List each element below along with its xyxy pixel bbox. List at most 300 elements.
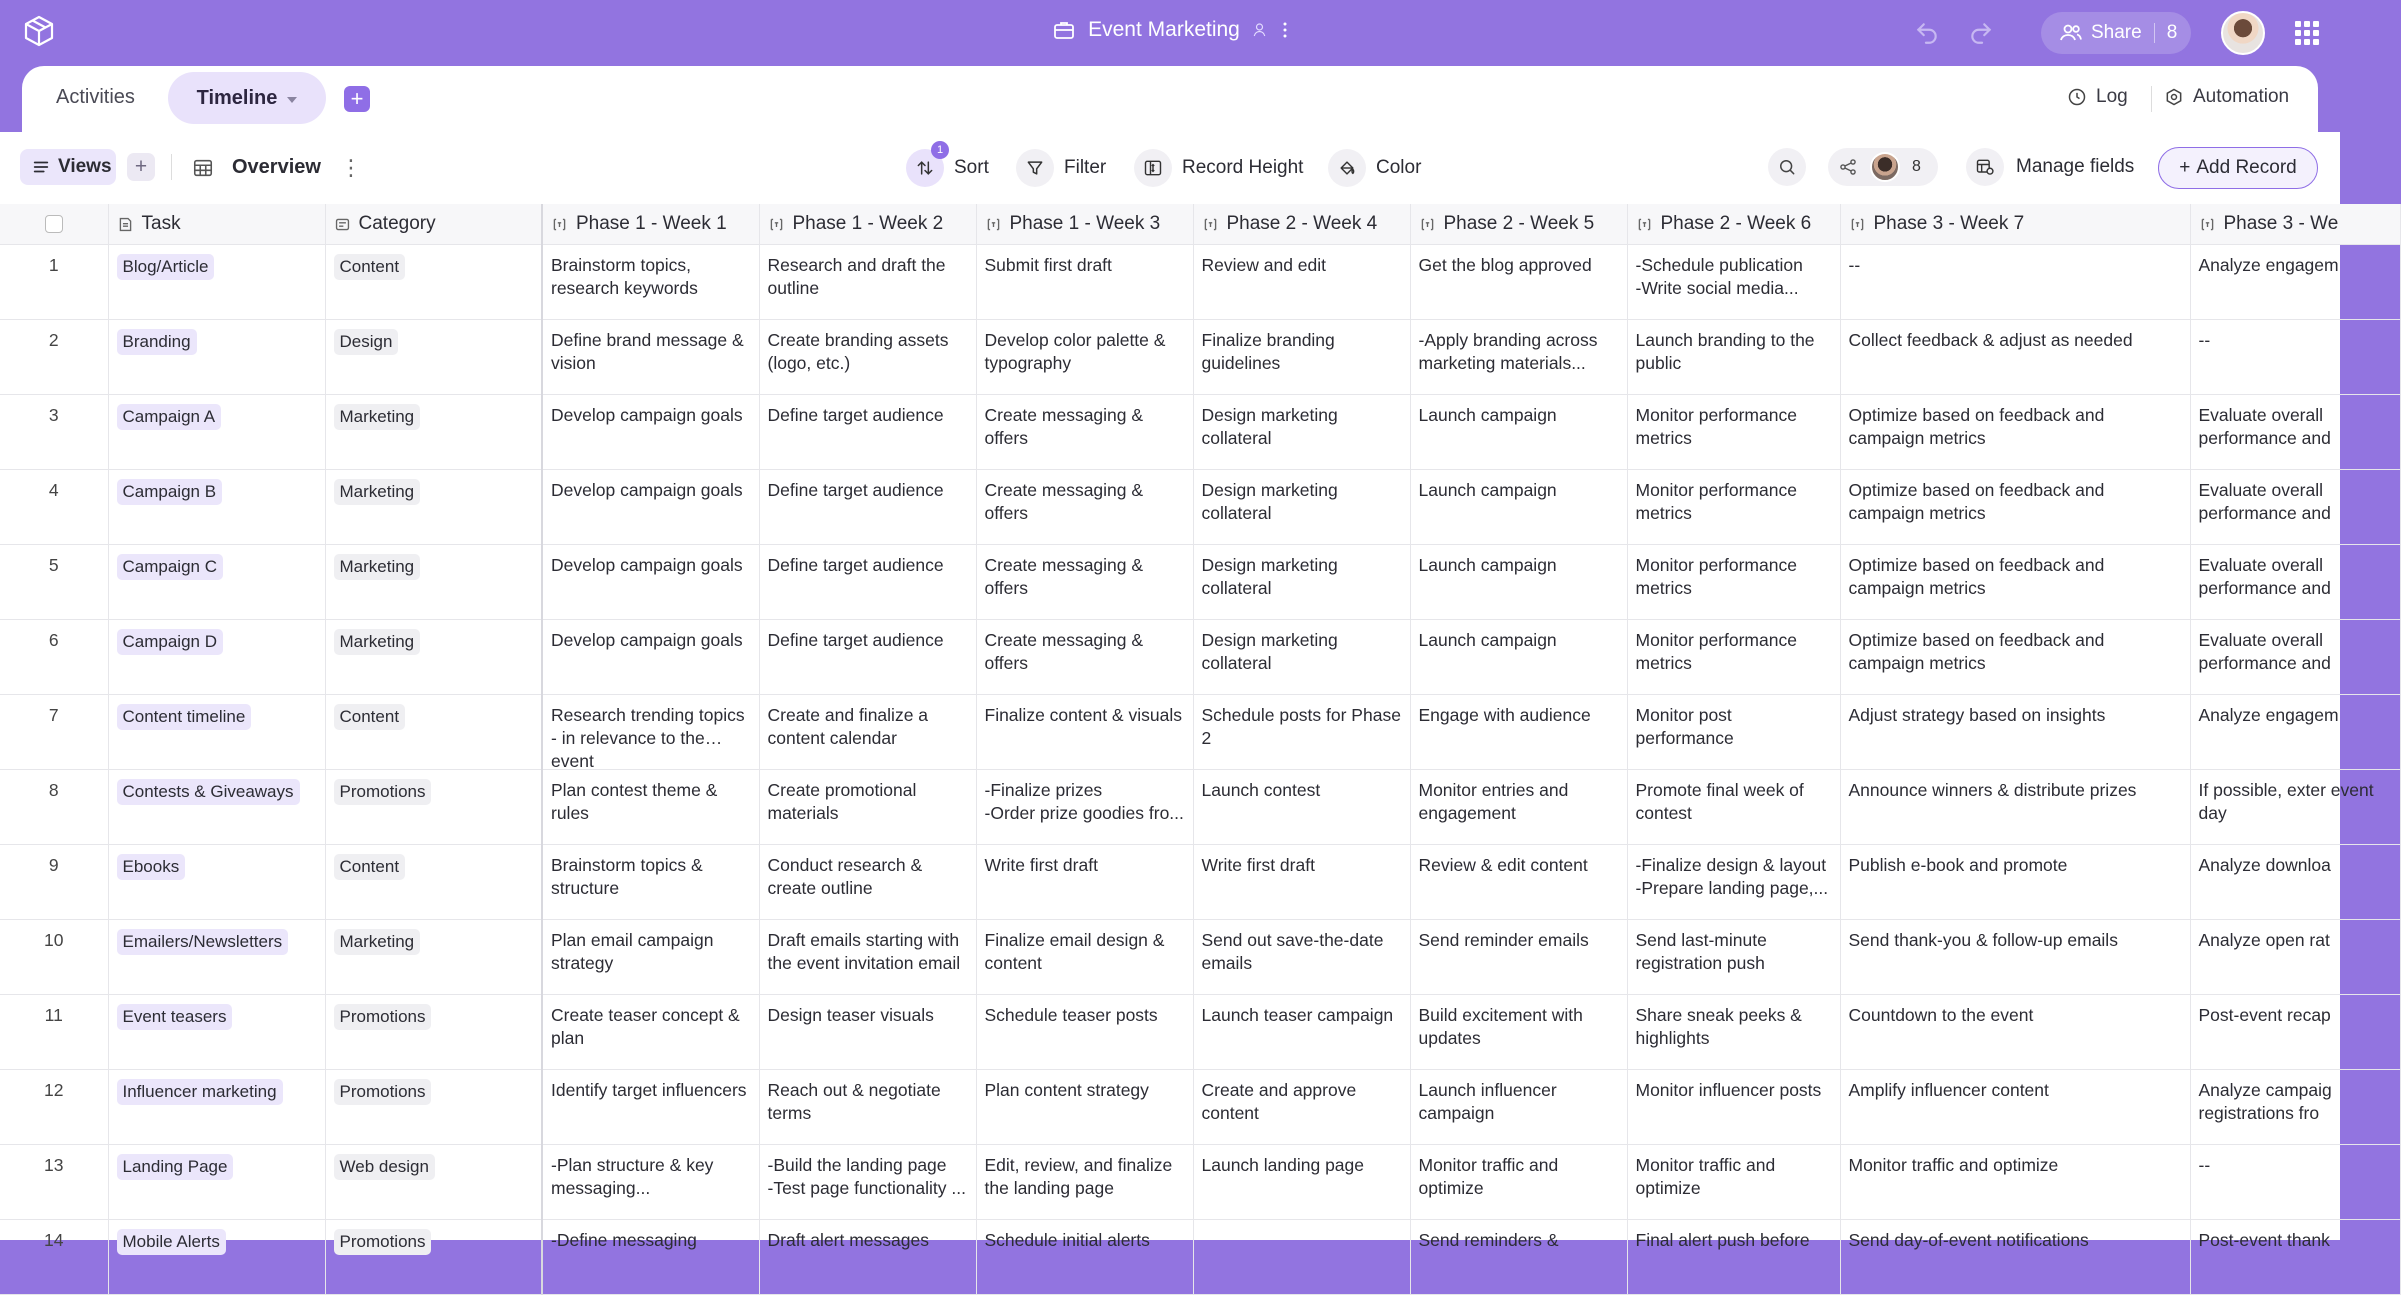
phase-cell[interactable] bbox=[2190, 244, 2400, 319]
phase-cell[interactable] bbox=[759, 844, 976, 919]
task-cell[interactable] bbox=[108, 1069, 325, 1144]
phase-cell[interactable] bbox=[1410, 769, 1627, 844]
task-cell[interactable] bbox=[108, 769, 325, 844]
undo-icon[interactable] bbox=[1914, 20, 1940, 46]
phase-cell[interactable] bbox=[542, 244, 759, 319]
task-cell[interactable] bbox=[108, 919, 325, 994]
phase-cell[interactable] bbox=[1410, 694, 1627, 769]
task-cell[interactable] bbox=[108, 394, 325, 469]
category-cell[interactable] bbox=[325, 1219, 542, 1294]
tab-activities[interactable]: Activities bbox=[56, 86, 135, 108]
row-number[interactable]: 4 bbox=[0, 469, 108, 544]
collaborators-pill[interactable] bbox=[1828, 148, 1938, 186]
row-number[interactable]: 7 bbox=[0, 694, 108, 769]
row-number[interactable]: 14 bbox=[0, 1219, 108, 1294]
phase-cell[interactable] bbox=[976, 394, 1193, 469]
filter-label: Filter bbox=[1064, 157, 1107, 178]
table-row[interactable] bbox=[0, 469, 2400, 544]
app-logo-icon[interactable] bbox=[22, 14, 56, 48]
cell-text: Review & edit content bbox=[1418, 854, 1588, 875]
phase-cell[interactable] bbox=[1627, 469, 1840, 544]
phase-cell[interactable] bbox=[976, 1219, 1193, 1294]
category-tag: Marketing bbox=[334, 929, 421, 955]
cell-text: -Build the landing page -Test page functionality ... bbox=[767, 1154, 966, 1198]
select-field-icon bbox=[334, 216, 351, 233]
cell-text: Design marketing collateral bbox=[1201, 404, 1338, 448]
cell-text: Monitor traffic and optimize bbox=[1418, 1154, 1559, 1198]
phase-cell[interactable] bbox=[759, 769, 976, 844]
phase-cell[interactable] bbox=[1840, 394, 2190, 469]
cell-text: Define target audience bbox=[767, 404, 944, 425]
column-header[interactable] bbox=[108, 204, 325, 244]
task-tag: Event teasers bbox=[117, 1004, 233, 1030]
category-tag: Marketing bbox=[334, 629, 421, 655]
task-cell[interactable] bbox=[108, 694, 325, 769]
phase-cell[interactable] bbox=[976, 919, 1193, 994]
sort-icon bbox=[915, 158, 935, 178]
header-row bbox=[0, 204, 2400, 244]
phase-cell[interactable] bbox=[542, 919, 759, 994]
table-row[interactable] bbox=[0, 1144, 2400, 1219]
share-button[interactable] bbox=[2041, 12, 2191, 54]
task-cell[interactable] bbox=[108, 1144, 325, 1219]
phase-cell[interactable] bbox=[1193, 619, 1410, 694]
column-header-label: Phase 2 - Week 5 bbox=[1443, 213, 1595, 234]
cell-text: Evaluate overall performance and bbox=[2198, 479, 2331, 523]
cell-text: Design marketing collateral bbox=[1201, 554, 1338, 598]
phase-cell[interactable] bbox=[1410, 469, 1627, 544]
table-row[interactable] bbox=[0, 319, 2400, 394]
phase-cell[interactable] bbox=[759, 919, 976, 994]
row-number[interactable]: 12 bbox=[0, 1069, 108, 1144]
select-all-header[interactable] bbox=[0, 204, 108, 244]
column-header[interactable] bbox=[759, 204, 976, 244]
task-cell[interactable] bbox=[108, 544, 325, 619]
phase-cell[interactable] bbox=[976, 544, 1193, 619]
phase-cell[interactable] bbox=[542, 469, 759, 544]
cell-text: Post-event recap bbox=[2198, 1004, 2331, 1025]
row-number[interactable]: 11 bbox=[0, 994, 108, 1069]
long-text-field-icon bbox=[985, 216, 1002, 233]
cell-text: Create messaging & offers bbox=[984, 404, 1144, 448]
phase-cell[interactable] bbox=[759, 469, 976, 544]
more-vertical-icon[interactable] bbox=[1282, 21, 1288, 39]
category-cell[interactable] bbox=[325, 1069, 542, 1144]
table-row[interactable] bbox=[0, 994, 2400, 1069]
cell-text: Create and approve content bbox=[1201, 1079, 1357, 1123]
color-button[interactable] bbox=[1328, 148, 1421, 188]
cell-text: Finalize branding guidelines bbox=[1201, 329, 1335, 373]
cell-text: Reach out & negotiate terms bbox=[767, 1079, 941, 1123]
task-tag: Mobile Alerts bbox=[117, 1229, 226, 1255]
phase-cell[interactable] bbox=[2190, 394, 2400, 469]
phase-cell[interactable] bbox=[542, 844, 759, 919]
phase-cell[interactable] bbox=[1193, 544, 1410, 619]
cell-text: Analyze engagem bbox=[2198, 254, 2339, 275]
cell-text: Analyze campaig registrations fro bbox=[2198, 1079, 2332, 1123]
column-header[interactable] bbox=[1627, 204, 1840, 244]
column-header[interactable] bbox=[2190, 204, 2400, 244]
phase-cell[interactable] bbox=[1627, 844, 1840, 919]
phase-cell[interactable] bbox=[759, 694, 976, 769]
row-number[interactable]: 1 bbox=[0, 244, 108, 319]
phase-cell[interactable] bbox=[1840, 994, 2190, 1069]
phase-cell[interactable] bbox=[1840, 769, 2190, 844]
phase-cell[interactable] bbox=[1410, 619, 1627, 694]
document-title[interactable]: Event Marketing bbox=[1088, 18, 1240, 41]
column-header-label: Phase 2 - Week 6 bbox=[1660, 213, 1812, 234]
phase-cell[interactable] bbox=[1410, 244, 1627, 319]
task-cell[interactable] bbox=[108, 244, 325, 319]
phase-cell[interactable] bbox=[2190, 619, 2400, 694]
cell-text: Evaluate overall performance and bbox=[2198, 404, 2331, 448]
phase-cell[interactable] bbox=[1410, 994, 1627, 1069]
phase-cell[interactable] bbox=[976, 994, 1193, 1069]
cell-text: Develop campaign goals bbox=[551, 629, 743, 650]
cell-text: Send day-of-event notifications bbox=[1848, 1229, 2089, 1250]
category-tag: Content bbox=[334, 854, 406, 880]
phase-cell[interactable] bbox=[542, 994, 759, 1069]
phase-cell[interactable] bbox=[1410, 1144, 1627, 1219]
select-all-checkbox[interactable] bbox=[45, 215, 63, 233]
phase-cell[interactable] bbox=[1627, 319, 1840, 394]
phase-cell[interactable] bbox=[542, 544, 759, 619]
phase-cell[interactable] bbox=[1410, 919, 1627, 994]
column-header-label: Phase 1 - Week 1 bbox=[576, 213, 727, 234]
sort-button[interactable] bbox=[906, 144, 989, 188]
top-bar bbox=[0, 0, 2340, 66]
cell-text: Launch influencer campaign bbox=[1418, 1079, 1557, 1123]
category-cell[interactable] bbox=[325, 544, 542, 619]
redo-icon[interactable] bbox=[1968, 20, 1994, 46]
phase-cell[interactable] bbox=[2190, 469, 2400, 544]
task-cell[interactable] bbox=[108, 844, 325, 919]
phase-cell[interactable] bbox=[1840, 1144, 2190, 1219]
phase-cell[interactable] bbox=[1627, 919, 1840, 994]
task-cell[interactable] bbox=[108, 1219, 325, 1294]
task-cell[interactable] bbox=[108, 994, 325, 1069]
phase-cell[interactable] bbox=[1627, 244, 1840, 319]
row-number[interactable]: 5 bbox=[0, 544, 108, 619]
phase-cell[interactable] bbox=[1193, 319, 1410, 394]
phase-cell[interactable] bbox=[2190, 919, 2400, 994]
cell-text: Collect feedback & adjust as needed bbox=[1848, 329, 2133, 350]
phase-cell[interactable] bbox=[2190, 769, 2400, 844]
cell-text: Post-event thank bbox=[2198, 1229, 2330, 1250]
phase-cell[interactable] bbox=[1840, 1219, 2190, 1294]
cell-text: Brainstorm topics, research keywords bbox=[551, 254, 698, 298]
phase-cell[interactable] bbox=[1627, 619, 1840, 694]
view-toolbar bbox=[0, 132, 2340, 204]
phase-cell[interactable] bbox=[759, 1069, 976, 1144]
task-cell[interactable] bbox=[108, 469, 325, 544]
phase-cell[interactable] bbox=[2190, 994, 2400, 1069]
add-record-button[interactable] bbox=[2158, 147, 2318, 189]
cell-text: Create promotional materials bbox=[767, 779, 917, 823]
phase-cell[interactable] bbox=[542, 769, 759, 844]
cell-text: Launch landing page bbox=[1201, 1154, 1365, 1175]
phase-cell[interactable] bbox=[1193, 694, 1410, 769]
long-text-field-icon bbox=[551, 216, 568, 233]
sort-label: Sort bbox=[954, 157, 989, 178]
task-tag: Ebooks bbox=[117, 854, 186, 880]
cell-text: -Finalize prizes -Order prize goodies fro... bbox=[984, 779, 1184, 823]
add-tab-button[interactable]: + bbox=[344, 86, 370, 112]
phase-cell[interactable] bbox=[1410, 1069, 1627, 1144]
phase-cell[interactable] bbox=[1193, 1069, 1410, 1144]
phase-cell[interactable] bbox=[759, 1144, 976, 1219]
phase-cell[interactable] bbox=[1627, 544, 1840, 619]
phase-cell[interactable] bbox=[1627, 394, 1840, 469]
column-header-label: Category bbox=[358, 213, 436, 234]
share-divider bbox=[2154, 23, 2155, 43]
column-header[interactable] bbox=[542, 204, 759, 244]
cell-text: Draft emails starting with the event invitation email bbox=[767, 929, 961, 973]
category-tag: Promotions bbox=[334, 779, 432, 805]
phase-cell[interactable] bbox=[1410, 844, 1627, 919]
share-label: Share bbox=[2091, 22, 2142, 43]
phase-cell[interactable] bbox=[1410, 394, 1627, 469]
collaborator-avatar bbox=[1870, 152, 1900, 182]
task-cell[interactable] bbox=[108, 619, 325, 694]
table-row[interactable] bbox=[0, 769, 2400, 844]
phase-cell[interactable] bbox=[759, 619, 976, 694]
column-header[interactable] bbox=[1840, 204, 2190, 244]
column-header[interactable] bbox=[325, 204, 542, 244]
phase-cell[interactable] bbox=[759, 394, 976, 469]
apps-grid-icon[interactable] bbox=[2295, 21, 2319, 45]
phase-cell[interactable] bbox=[2190, 1069, 2400, 1144]
phase-cell[interactable] bbox=[1193, 1144, 1410, 1219]
add-view-button[interactable]: + bbox=[127, 153, 155, 181]
long-text-field-icon bbox=[1636, 216, 1653, 233]
collaborator-count: 8 bbox=[1912, 158, 1921, 175]
phase-cell[interactable] bbox=[1410, 319, 1627, 394]
phase-cell[interactable] bbox=[1840, 469, 2190, 544]
phase-cell[interactable] bbox=[1193, 244, 1410, 319]
phase-cell[interactable] bbox=[1627, 694, 1840, 769]
cell-text: Launch campaign bbox=[1418, 554, 1557, 575]
phase-cell[interactable] bbox=[1840, 844, 2190, 919]
cell-text: Optimize based on feedback and campaign metrics bbox=[1848, 404, 2105, 448]
table-row[interactable] bbox=[0, 844, 2400, 919]
phase-cell[interactable] bbox=[976, 619, 1193, 694]
phase-cell[interactable] bbox=[2190, 1144, 2400, 1219]
column-header[interactable] bbox=[976, 204, 1193, 244]
phase-cell[interactable] bbox=[542, 319, 759, 394]
phase-cell[interactable] bbox=[1840, 1069, 2190, 1144]
cell-text: Research and draft the outline bbox=[767, 254, 946, 298]
cell-text: Create branding assets (logo, etc.) bbox=[767, 329, 949, 373]
view-more-icon[interactable]: ⋮ bbox=[340, 155, 362, 180]
phase-cell[interactable] bbox=[1627, 1069, 1840, 1144]
category-cell[interactable] bbox=[325, 244, 542, 319]
phase-cell[interactable] bbox=[1627, 1144, 1840, 1219]
views-button[interactable] bbox=[20, 149, 116, 185]
phase-cell[interactable] bbox=[1193, 469, 1410, 544]
phase-cell[interactable] bbox=[759, 319, 976, 394]
row-number[interactable]: 8 bbox=[0, 769, 108, 844]
phase-cell[interactable] bbox=[1410, 544, 1627, 619]
user-avatar[interactable] bbox=[2221, 11, 2265, 55]
column-header-label: Phase 3 - Week 7 bbox=[1873, 213, 2025, 234]
phase-cell[interactable] bbox=[1840, 694, 2190, 769]
category-tag: Web design bbox=[334, 1154, 435, 1180]
task-cell[interactable] bbox=[108, 319, 325, 394]
cell-text: Plan contest theme & rules bbox=[551, 779, 718, 823]
cell-text: -Plan structure & key messaging... bbox=[551, 1154, 714, 1198]
phase-cell[interactable] bbox=[542, 1219, 759, 1294]
phase-cell[interactable] bbox=[2190, 544, 2400, 619]
table-row[interactable] bbox=[0, 919, 2400, 994]
category-cell[interactable] bbox=[325, 694, 542, 769]
log-button[interactable] bbox=[2067, 86, 2128, 108]
cell-text: -Apply branding across marketing materials... bbox=[1418, 329, 1598, 373]
table-row[interactable] bbox=[0, 1069, 2400, 1144]
cell-text: Schedule teaser posts bbox=[984, 1004, 1158, 1025]
cell-text: Countdown to the event bbox=[1848, 1004, 2034, 1025]
phase-cell[interactable] bbox=[976, 769, 1193, 844]
cell-text: Build excitement with updates bbox=[1418, 1004, 1583, 1048]
table-row[interactable] bbox=[0, 619, 2400, 694]
record-height-button[interactable] bbox=[1134, 148, 1303, 188]
category-cell[interactable] bbox=[325, 919, 542, 994]
cell-text: Evaluate overall performance and bbox=[2198, 554, 2331, 598]
cell-text: Define target audience bbox=[767, 479, 944, 500]
task-tag: Blog/Article bbox=[117, 254, 215, 280]
filter-button[interactable] bbox=[1016, 148, 1106, 188]
phase-cell[interactable] bbox=[759, 544, 976, 619]
phase-cell[interactable] bbox=[1627, 1219, 1840, 1294]
phase-cell[interactable] bbox=[2190, 844, 2400, 919]
cell-text: Define brand message & vision bbox=[551, 329, 744, 373]
phase-cell[interactable] bbox=[1193, 919, 1410, 994]
cell-text: Monitor influencer posts bbox=[1635, 1079, 1822, 1100]
cell-text: Launch branding to the public bbox=[1635, 329, 1815, 373]
column-header[interactable] bbox=[1193, 204, 1410, 244]
cell-text: Develop campaign goals bbox=[551, 479, 743, 500]
row-number[interactable]: 13 bbox=[0, 1144, 108, 1219]
phase-cell[interactable] bbox=[2190, 694, 2400, 769]
phase-cell[interactable] bbox=[2190, 1219, 2400, 1294]
row-number[interactable]: 9 bbox=[0, 844, 108, 919]
phase-cell[interactable] bbox=[542, 1144, 759, 1219]
phase-cell[interactable] bbox=[1840, 244, 2190, 319]
category-cell[interactable] bbox=[325, 769, 542, 844]
table-row[interactable] bbox=[0, 394, 2400, 469]
cell-text: Create messaging & offers bbox=[984, 554, 1144, 598]
phase-cell[interactable] bbox=[976, 1144, 1193, 1219]
phase-cell[interactable] bbox=[2190, 319, 2400, 394]
category-cell[interactable] bbox=[325, 619, 542, 694]
phase-cell[interactable] bbox=[759, 244, 976, 319]
menu-icon bbox=[32, 158, 50, 176]
tab-timeline[interactable] bbox=[168, 72, 326, 124]
column-header[interactable] bbox=[1410, 204, 1627, 244]
table-row[interactable] bbox=[0, 694, 2400, 769]
phase-cell[interactable] bbox=[1840, 619, 2190, 694]
manage-fields-button[interactable] bbox=[1966, 148, 2134, 186]
phase-cell[interactable] bbox=[1193, 844, 1410, 919]
phase-cell[interactable] bbox=[976, 1069, 1193, 1144]
cell-text: Create teaser concept & plan bbox=[551, 1004, 740, 1048]
automation-button[interactable] bbox=[2164, 86, 2289, 108]
phase-cell[interactable] bbox=[1193, 394, 1410, 469]
phase-cell[interactable] bbox=[1627, 769, 1840, 844]
column-header-label: Phase 1 - Week 3 bbox=[1009, 213, 1161, 234]
task-tag: Landing Page bbox=[117, 1154, 234, 1180]
phase-cell[interactable] bbox=[1193, 769, 1410, 844]
category-cell[interactable] bbox=[325, 994, 542, 1069]
long-text-field-icon bbox=[1202, 216, 1219, 233]
phase-cell[interactable] bbox=[1840, 319, 2190, 394]
row-number[interactable]: 6 bbox=[0, 619, 108, 694]
category-cell[interactable] bbox=[325, 319, 542, 394]
cell-text: Draft alert messages bbox=[767, 1229, 929, 1250]
phase-cell[interactable] bbox=[976, 244, 1193, 319]
cell-text: Get the blog approved bbox=[1418, 254, 1592, 275]
phase-cell[interactable] bbox=[1193, 994, 1410, 1069]
category-cell[interactable] bbox=[325, 469, 542, 544]
records-grid bbox=[0, 204, 2374, 1251]
collaborators-icon[interactable] bbox=[1252, 21, 1270, 39]
cell-text: Define target audience bbox=[767, 554, 944, 575]
cell-text: Launch campaign bbox=[1418, 404, 1557, 425]
task-tag: Campaign B bbox=[117, 479, 223, 505]
phase-cell[interactable] bbox=[1840, 544, 2190, 619]
phase-cell[interactable] bbox=[976, 469, 1193, 544]
phase-cell[interactable] bbox=[759, 1219, 976, 1294]
cell-text: Send thank-you & follow-up emails bbox=[1848, 929, 2118, 950]
table-row[interactable] bbox=[0, 244, 2400, 319]
category-cell[interactable] bbox=[325, 844, 542, 919]
current-view[interactable] bbox=[192, 156, 321, 179]
record-height-icon bbox=[1143, 158, 1163, 178]
task-tag: Emailers/Newsletters bbox=[117, 929, 289, 955]
phase-cell[interactable] bbox=[542, 619, 759, 694]
category-tag: Content bbox=[334, 704, 406, 730]
table-row[interactable] bbox=[0, 1219, 2400, 1294]
category-cell[interactable] bbox=[325, 394, 542, 469]
category-cell[interactable] bbox=[325, 1144, 542, 1219]
cell-text: Optimize based on feedback and campaign metrics bbox=[1848, 479, 2105, 523]
cell-text: If possible, exter event day bbox=[2198, 779, 2374, 823]
search-button[interactable] bbox=[1768, 148, 1806, 186]
phase-cell[interactable] bbox=[542, 394, 759, 469]
cell-text: -- bbox=[2198, 1154, 2211, 1175]
phase-cell[interactable] bbox=[542, 694, 759, 769]
phase-cell[interactable] bbox=[1840, 919, 2190, 994]
phase-cell[interactable] bbox=[542, 1069, 759, 1144]
task-tag: Influencer marketing bbox=[117, 1079, 283, 1105]
text-field-icon bbox=[117, 216, 134, 233]
cell-text: Monitor performance metrics bbox=[1635, 404, 1797, 448]
table-row[interactable] bbox=[0, 544, 2400, 619]
row-number[interactable]: 10 bbox=[0, 919, 108, 994]
phase-cell[interactable] bbox=[1410, 1219, 1627, 1294]
row-number[interactable]: 2 bbox=[0, 319, 108, 394]
cell-text: Launch campaign bbox=[1418, 479, 1557, 500]
phase-cell[interactable] bbox=[976, 319, 1193, 394]
phase-cell[interactable] bbox=[976, 844, 1193, 919]
phase-cell[interactable] bbox=[976, 694, 1193, 769]
cell-text: Promote final week of contest bbox=[1635, 779, 1804, 823]
phase-cell[interactable] bbox=[1193, 1219, 1410, 1294]
phase-cell[interactable] bbox=[1627, 994, 1840, 1069]
task-tag: Campaign A bbox=[117, 404, 222, 430]
row-number[interactable]: 3 bbox=[0, 394, 108, 469]
phase-cell[interactable] bbox=[759, 994, 976, 1069]
